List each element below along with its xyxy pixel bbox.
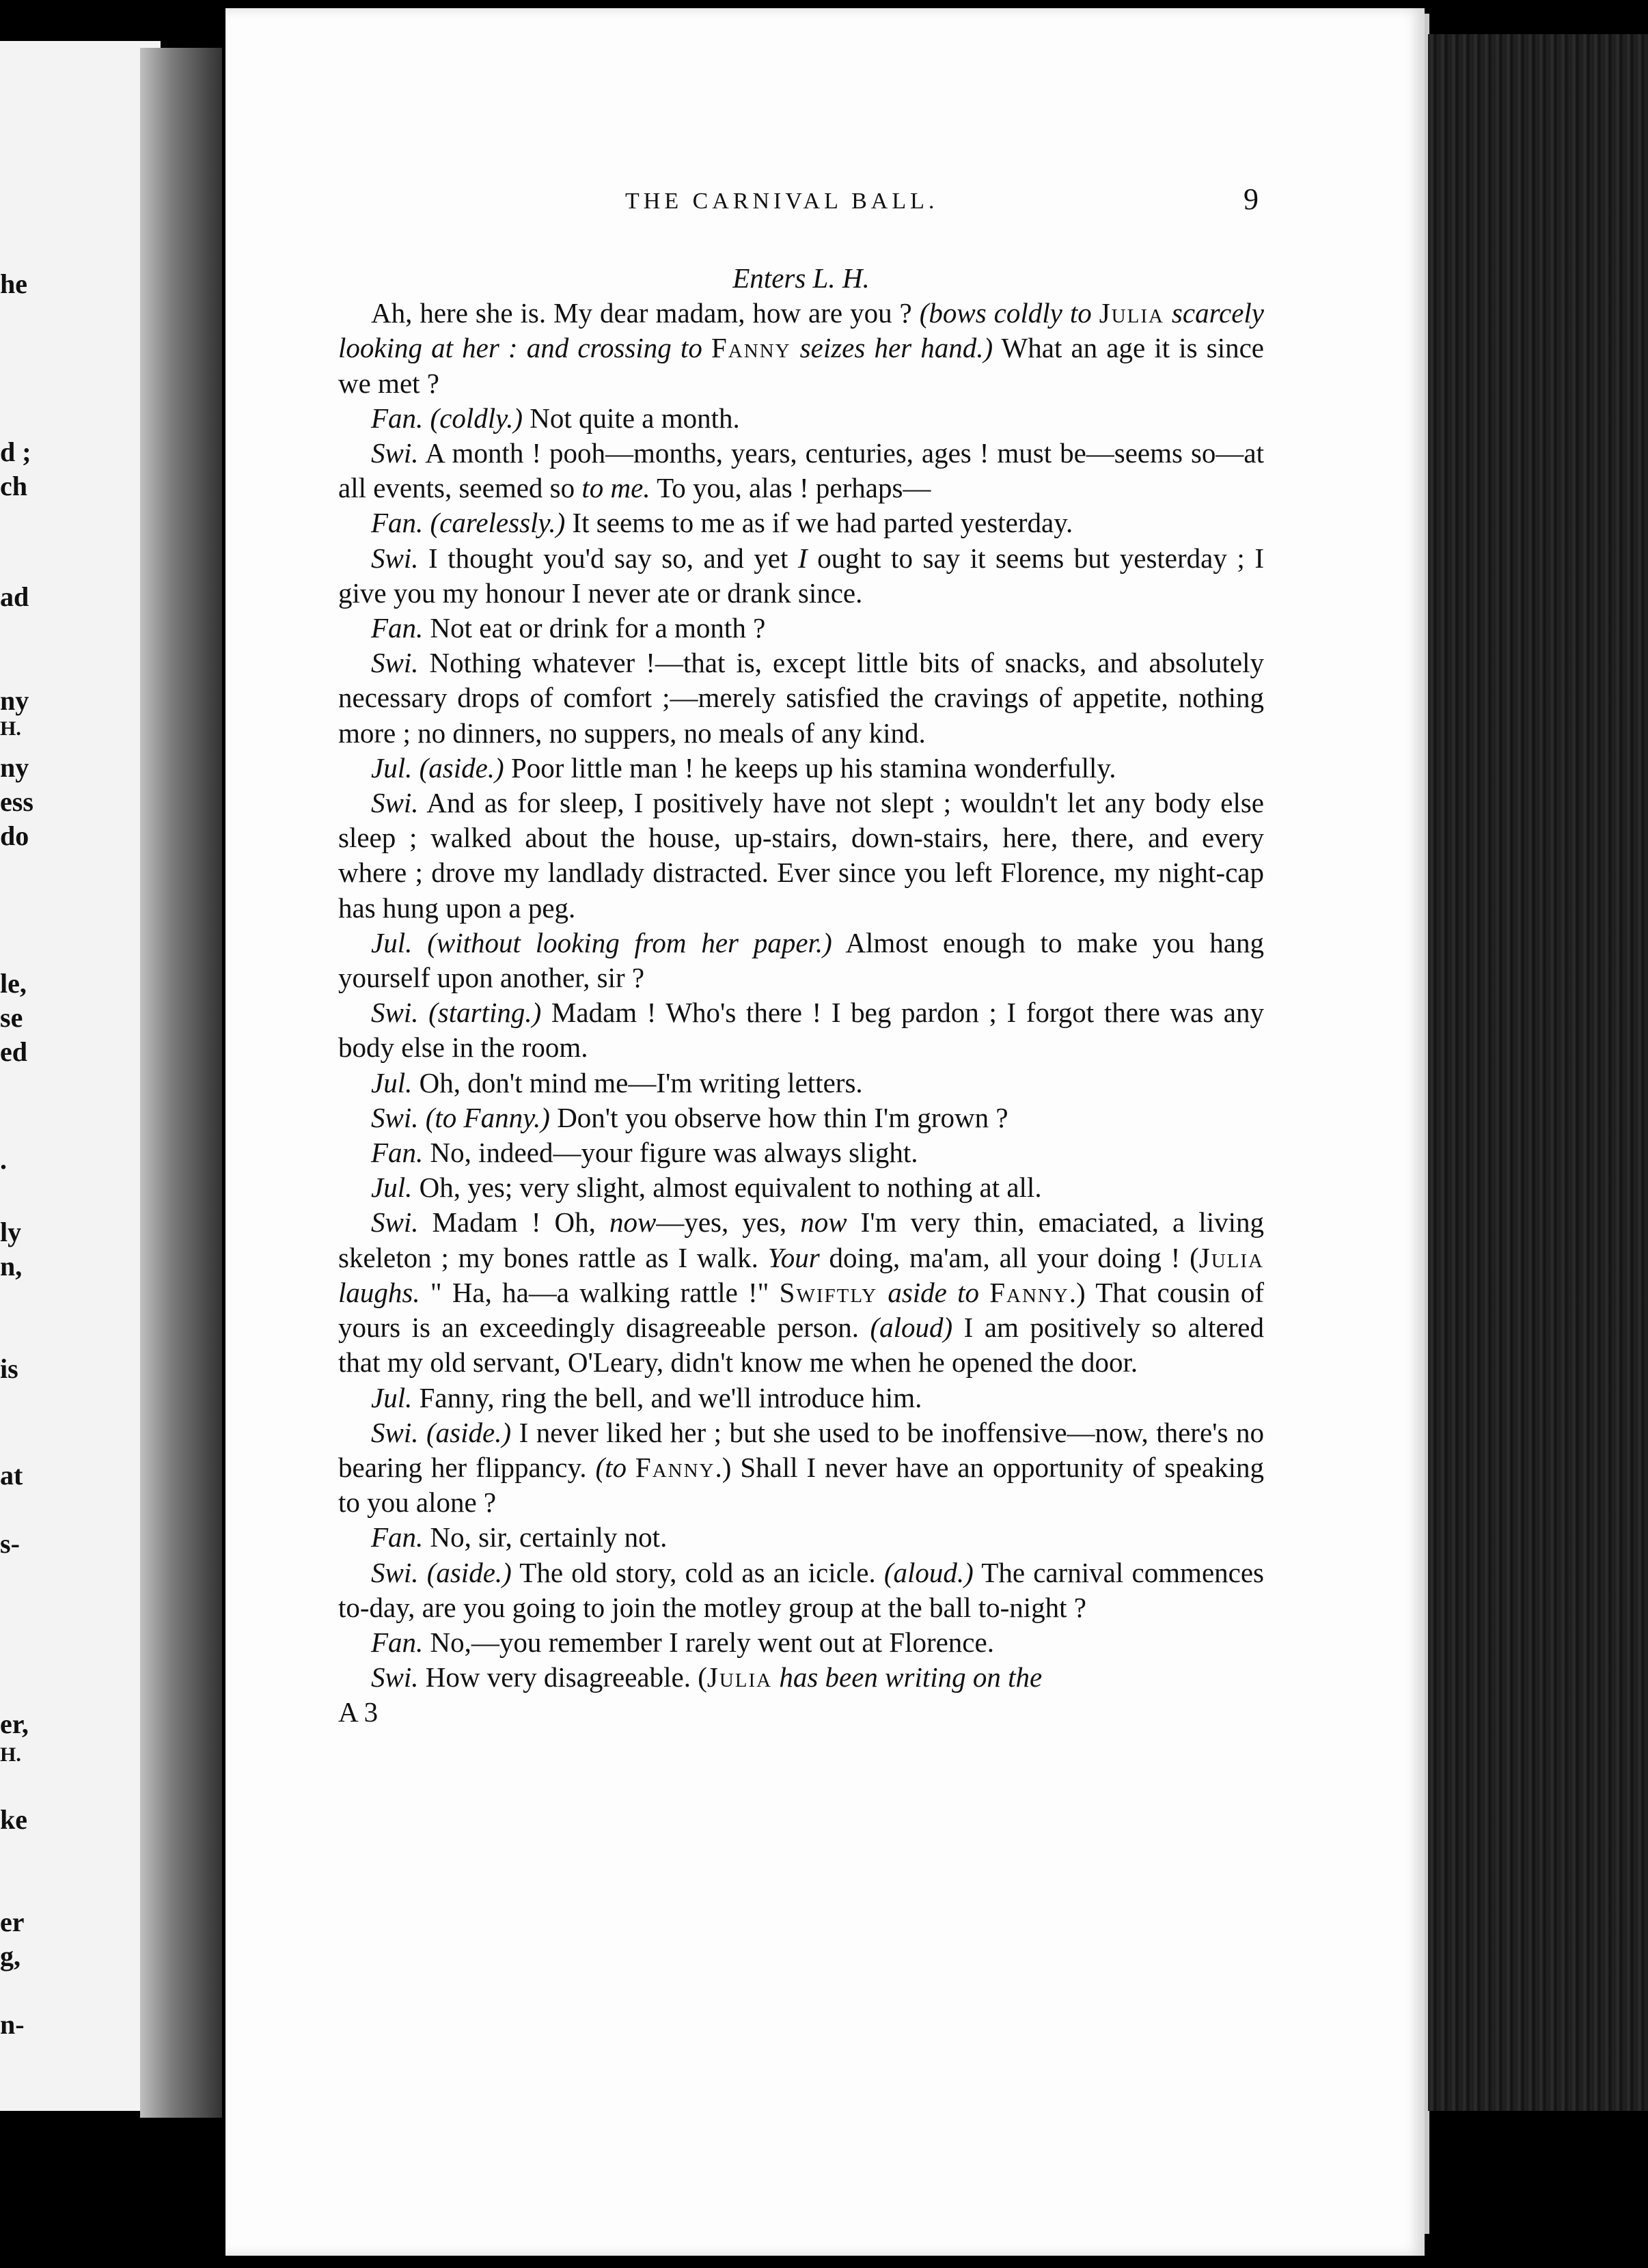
left-fragment: H. xyxy=(0,1743,21,1766)
dialogue-text: Don't you observe how thin I'm grown ? xyxy=(549,1101,1008,1133)
left-fragment: n- xyxy=(0,2009,25,2040)
stage-direction: scarcely looking at her : and crossing to xyxy=(338,297,1264,364)
left-fragment: er xyxy=(0,1907,25,1937)
printer-signature: A 3 xyxy=(338,1696,379,1728)
left-fragment: ny xyxy=(0,685,29,716)
left-fragment: he xyxy=(0,268,27,299)
dialogue-paragraph xyxy=(338,1555,1264,1625)
speaker-tag: Fan. xyxy=(371,1521,424,1553)
dialogue-text: It seems to me as if we had parted yesterday. xyxy=(565,507,1073,539)
dialogue-paragraph xyxy=(338,541,1264,611)
speaker-tag: Swi. xyxy=(371,1206,419,1239)
emphasis: now xyxy=(800,1206,847,1239)
book-page xyxy=(225,8,1425,2256)
dialogue-text: Ah, here she is. My dear madam, how are you ? xyxy=(371,297,920,329)
left-fragment: H. xyxy=(0,717,21,740)
page-body xyxy=(338,261,1264,1730)
left-fragment: ch xyxy=(0,471,27,501)
dialogue-text: To you, alas ! perhaps— xyxy=(650,472,931,504)
dialogue-text: —yes, yes, xyxy=(656,1206,801,1239)
dialogue-text: .) That cousin of yours is an exceedingly disagreeable person. xyxy=(338,1276,1264,1344)
left-fragment: ess xyxy=(0,786,33,817)
dialogue-text: Nothing whatever !—that is, except little bits of snacks, and absolutely necessary drops of comfort ;—merely satisfied the cravings of appetite, nothing more ; no dinners, no suppers, no meals of any kind. xyxy=(338,647,1264,749)
stage-direction: (to xyxy=(595,1451,635,1483)
page-number: 9 xyxy=(1244,182,1259,216)
left-fragment: n, xyxy=(0,1251,23,1282)
left-fragment: se xyxy=(0,1002,23,1033)
dialogue-text: A month ! pooh—months, years, centuries, ages ! must be—seems so—at all events, seemed so xyxy=(338,437,1264,504)
left-fragment: s- xyxy=(0,1528,20,1559)
dialogue-text: No, indeed—your figure was always slight. xyxy=(423,1137,918,1169)
dialogue-paragraph xyxy=(338,646,1264,751)
speaker-tag: Swi. xyxy=(371,1661,419,1693)
left-page-fragment xyxy=(0,41,161,2111)
emphasis: to me. xyxy=(581,472,650,504)
dialogue-paragraph xyxy=(338,1135,1264,1170)
dialogue-text: I'm very thin, emaciated, a living skeleton ; my bones rattle as I walk. xyxy=(338,1206,1264,1273)
running-head: THE CARNIVAL BALL. xyxy=(625,189,939,214)
stage-direction: seizes her hand.) xyxy=(791,332,993,364)
left-fragment: d ; xyxy=(0,437,31,467)
stage-direction: (starting.) xyxy=(418,997,542,1029)
speaker-tag: Jul. xyxy=(371,751,413,784)
character-name: Fanny xyxy=(711,332,791,364)
dialogue-text: Shall I never have an opportunity of speaking to you alone ? xyxy=(338,1451,1264,1519)
dialogue-paragraph xyxy=(338,1205,1264,1380)
character-name: Julia xyxy=(1099,297,1164,329)
left-fragment: g, xyxy=(0,1941,20,1972)
book-gutter-shadow xyxy=(140,48,222,2118)
character-name: Julia xyxy=(706,1661,773,1693)
dialogue-text: Poor little man ! he keeps up his stamina wonderfully. xyxy=(504,751,1116,784)
dialogue-text: And as for sleep, I positively have not slept ; wouldn't let any body else sleep ; walked about the house, up-stairs, down-stairs, here, there, and every where ; drove my landlady distracted. Ever since you left Florence, my night-cap has hung upon a peg. xyxy=(338,787,1264,924)
dialogue-text: Fanny, ring the bell, and we'll introduce him. xyxy=(412,1381,922,1413)
dialogue-text: doing, ma'am, all your doing ! ( xyxy=(819,1241,1199,1273)
speaker-tag: Jul. xyxy=(371,1066,413,1098)
dialogue-paragraph xyxy=(338,1415,1264,1521)
dialogue-text: Not eat or drink for a month ? xyxy=(423,612,766,644)
speaker-tag: Swi. xyxy=(371,1416,419,1448)
character-name: Fanny xyxy=(635,1451,715,1483)
speaker-tag: Jul. xyxy=(371,1172,413,1204)
left-fragment: le, xyxy=(0,968,27,999)
stage-direction: aside to xyxy=(877,1276,990,1308)
speaker-tag: Swi. xyxy=(371,787,419,819)
character-name: Swiftly xyxy=(779,1276,878,1308)
left-fragment: ed xyxy=(0,1036,27,1067)
left-fragment: er, xyxy=(0,1709,29,1739)
dialogue-text: Almost enough to make you hang yourself upon another, sir ? xyxy=(338,926,1264,994)
left-fragment: at xyxy=(0,1460,23,1491)
left-fragment: do xyxy=(0,820,29,851)
dialogue-text: ought to say it seems but yesterday ; I give you my honour I never ate or drank since. xyxy=(338,542,1264,609)
left-fragment: ly xyxy=(0,1217,22,1247)
stage-direction: Enters L. H. xyxy=(732,262,870,294)
speaker-tag: Swi. xyxy=(371,997,419,1029)
dialogue-paragraph xyxy=(338,995,1264,1065)
dialogue-paragraph xyxy=(338,1101,1264,1135)
dialogue-paragraph xyxy=(338,926,1264,995)
dialogue-paragraph xyxy=(338,1520,1264,1555)
dialogue-text: Oh, yes; very slight, almost equivalent to nothing at all. xyxy=(412,1172,1042,1204)
dialogue-text: No, sir, certainly not. xyxy=(423,1521,668,1553)
dialogue-paragraph xyxy=(338,401,1264,436)
dialogue-text: The old story, cold as an icicle. xyxy=(511,1556,884,1588)
dialogue-text: What an age it is since we met ? xyxy=(338,332,1264,399)
speaker-tag: Fan. xyxy=(371,1137,424,1169)
left-fragment: is xyxy=(0,1353,18,1384)
speaker-tag: Fan. xyxy=(371,1626,424,1658)
dialogue-paragraph xyxy=(338,1381,1264,1415)
stage-direction: (aside.) xyxy=(418,1556,512,1588)
dialogue-paragraph xyxy=(338,296,1264,401)
emphasis: Your xyxy=(767,1241,820,1273)
speaker-tag: Fan. xyxy=(371,612,424,644)
stage-direction: (to Fanny.) xyxy=(418,1101,550,1133)
left-fragment: ad xyxy=(0,581,29,612)
dialogue-text: No,—you remember I rarely went out at Florence. xyxy=(423,1626,994,1658)
dialogue-text: Oh, don't mind me—I'm writing letters. xyxy=(412,1066,863,1098)
stage-direction: (without looking from her paper.) xyxy=(412,926,832,958)
dialogue-paragraph xyxy=(338,751,1264,786)
stage-direction: (aside.) xyxy=(418,1416,512,1448)
stage-direction: (aloud) xyxy=(870,1312,953,1344)
dialogue-paragraph xyxy=(338,786,1264,926)
dialogue-text: Madam ! Who's there ! I beg pardon ; I forgot there was any body else in the room. xyxy=(338,997,1264,1064)
stage-direction: (coldly.) xyxy=(423,402,523,434)
dialogue-text: I never liked her ; but she used to be inoffensive—now, there's no bearing her flippancy. xyxy=(338,1416,1264,1483)
dialogue-paragraph xyxy=(338,1625,1264,1660)
stage-direction: (bows coldly to xyxy=(919,297,1099,329)
left-fragment: ke xyxy=(0,1804,27,1835)
dialogue-text: How very disagreeable. ( xyxy=(418,1661,707,1693)
stage-direction: has been writing on the xyxy=(772,1661,1043,1693)
speaker-tag: Fan. xyxy=(371,507,424,539)
left-fragment: ny xyxy=(0,752,29,783)
dialogue-text: I thought you'd say so, and yet xyxy=(418,542,798,574)
dialogue-text: .) xyxy=(715,1451,732,1483)
dialogue-paragraph xyxy=(338,1170,1264,1205)
dialogue-text: Not quite a month. xyxy=(523,402,740,434)
speaker-tag: Swi. xyxy=(371,542,419,574)
dialogue-paragraph xyxy=(338,611,1264,646)
emphasis: now xyxy=(609,1206,657,1239)
speaker-tag: Swi. xyxy=(371,647,419,679)
speaker-tag: Swi. xyxy=(371,1101,419,1133)
dialogue-paragraph xyxy=(338,1066,1264,1101)
character-name: Fanny xyxy=(989,1276,1069,1308)
stage-direction: laughs. xyxy=(338,1276,420,1308)
dialogue-text: The carnival commences to-day, are you going to join the motley group at the ball to-night ? xyxy=(338,1556,1264,1623)
dialogue-paragraph xyxy=(338,436,1264,506)
emphasis: I xyxy=(797,542,808,574)
speaker-tag: Jul. xyxy=(371,926,413,958)
speaker-tag: Swi. xyxy=(371,437,419,469)
speaker-tag: Jul. xyxy=(371,1381,413,1413)
speaker-tag: Swi. xyxy=(371,1556,419,1588)
speaker-tag: Fan. xyxy=(371,402,424,434)
left-fragment: . xyxy=(0,1144,7,1175)
dialogue-text: " Ha, ha—a walking rattle !" xyxy=(420,1276,780,1308)
dialogue-text: I am positively so altered that my old servant, O'Leary, didn't know me when he opened the door. xyxy=(338,1312,1264,1379)
character-name: Julia xyxy=(1198,1241,1264,1273)
book-spine xyxy=(1428,34,1648,2111)
dialogue-paragraph xyxy=(338,1660,1264,1695)
stage-direction: (aloud.) xyxy=(883,1556,974,1588)
dialogue-paragraph xyxy=(338,506,1264,540)
stage-direction: (carelessly.) xyxy=(423,507,566,539)
stage-direction: (aside.) xyxy=(412,751,504,784)
dialogue-text: Madam ! Oh, xyxy=(418,1206,609,1239)
